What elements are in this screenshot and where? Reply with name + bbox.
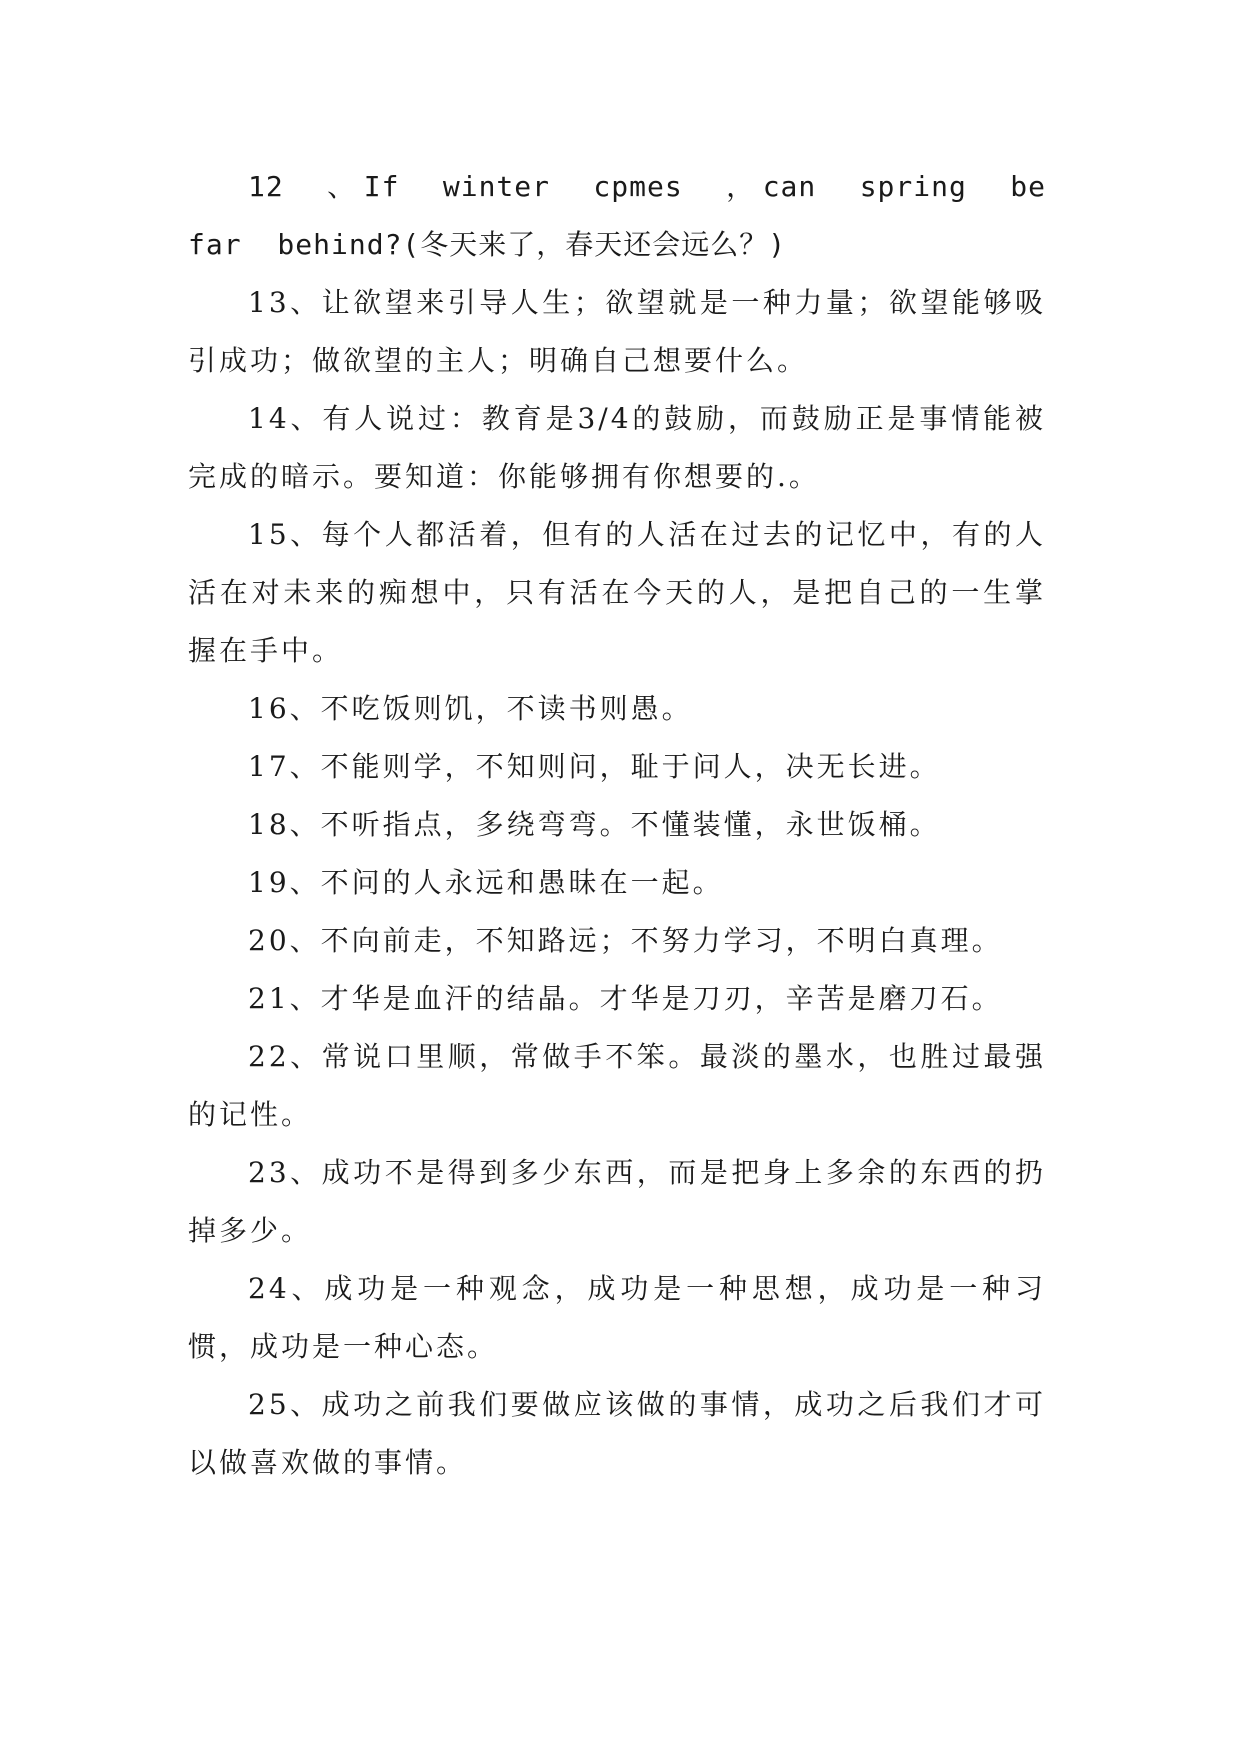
- document-page: [188, 158, 1046, 1492]
- paragraph-23: 23、成功不是得到多少东西，而是把身上多余的东西的扔掉多少。: [188, 1156, 1046, 1247]
- paragraph-21: 21、才华是血汗的结晶。才华是刀刃，辛苦是磨刀石。: [248, 982, 1003, 1015]
- paragraph-15: 15、每个人都活着，但有的人活在过去的记忆中，有的人活在对未来的痴想中，只有活在今天的人，是把自己的一生掌握在手中。: [188, 518, 1046, 667]
- paragraph-16: 16、不吃饭则饥，不读书则愚。: [248, 692, 693, 725]
- paragraph-24: 24、成功是一种观念，成功是一种思想，成功是一种习惯，成功是一种心态。: [188, 1272, 1046, 1363]
- paragraph-19: 19、不问的人永远和愚昧在一起。: [248, 866, 724, 899]
- paragraph-17: 17、不能则学，不知则问，耻于问人，决无长进。: [248, 750, 941, 783]
- paragraph-13: 13、让欲望来引导人生；欲望就是一种力量；欲望能够吸引成功；做欲望的主人；明确自己想要什么。: [188, 286, 1046, 377]
- paragraph-18: 18、不听指点，多绕弯弯。不懂装懂，永世饭桶。: [248, 808, 941, 841]
- paragraph-22: 22、常说口里顺，常做手不笨。最淡的墨水，也胜过最强的记性。: [188, 1040, 1046, 1131]
- paragraph-25: 25、成功之前我们要做应该做的事情，成功之后我们才可以做喜欢做的事情。: [188, 1388, 1046, 1479]
- paragraph-14: 14、有人说过：教育是3/4的鼓励，而鼓励正是事情能被完成的暗示。要知道：你能够拥有你想要的.。: [188, 402, 1046, 493]
- paragraph-20: 20、不向前走，不知路远；不努力学习，不明白真理。: [248, 924, 1003, 957]
- paragraph-12: 12 、If winter cpmes ，can spring be far behind?(冬天来了，春天还会远么？): [188, 170, 1046, 261]
